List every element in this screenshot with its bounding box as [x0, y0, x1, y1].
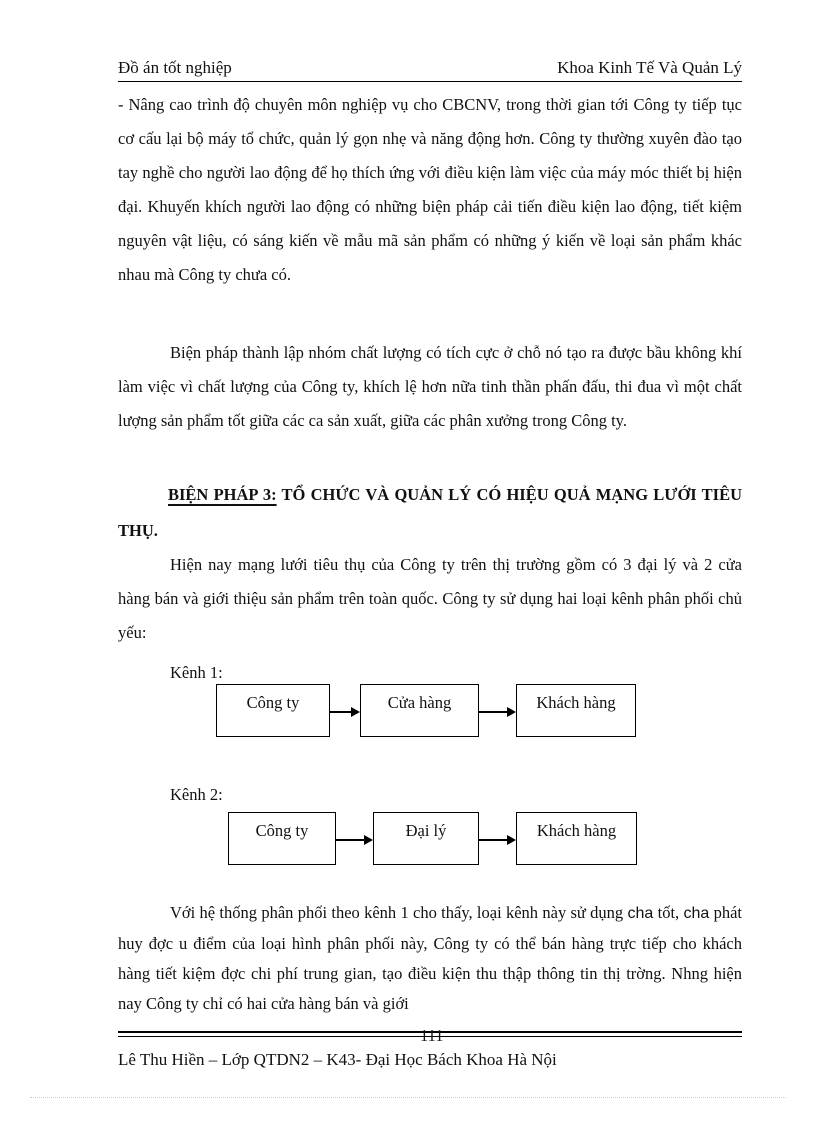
- channel-1-arrow-2: [479, 707, 516, 717]
- paragraph-quality-group: Biện pháp thành lập nhóm chất lượng có tích cực ở chỗ nó tạo ra được bầu không khí làm việc vì chất lượng của Công ty, khích lệ hơn nữa tinh thần phấn đấu, thi đua vì một chất lượng sản phẩm tốt giữa các ca sản xuất, giữa các phân xưởng trong Công ty.: [118, 343, 742, 430]
- p4-cha-2: cha: [683, 905, 710, 922]
- paragraph-distribution: Hiện nay mạng lưới tiêu thụ của Công ty trên thị trường gồm có 3 đại lý và 2 cửa hàng bán và giới thiệu sản phẩm trên toàn quốc. Công ty sử dụng hai loại kênh phân phối chủ yếu:: [118, 555, 742, 642]
- channel-1-label: Kênh 1:: [170, 663, 223, 682]
- p4-part-c: phát huy đợc u điểm của loại hình phân phối này, Công ty có thể bán hàng trực tiếp cho khách hàng tiết kiệm đợc chi phí trung gian, tạo điều kiện thu thập thông tin thị trờng. Nhng hiện nay Công ty chỉ có hai cửa hàng bán và giới: [118, 903, 742, 1013]
- paragraph-training: - Nâng cao trình độ chuyên môn nghiệp vụ cho CBCNV, trong thời gian tới Công ty tiếp tục cơ cấu lại bộ máy tổ chức, quản lý gọn nhẹ và năng động hơn. Công ty thường xuyên đào tạo tay nghề cho người lao động để họ thích ứng với điều kiện làm việc của máy móc thiết bị hiện đại. Khuyến khích người lao động có những biện pháp cải tiến điều kiện lao động, tiết kiệm nguyên vật liệu, có sáng kiến về mẫu mã sản phẩm có những ý kiến về loại sản phẩm khác nhau mà Công ty chưa có.: [118, 95, 742, 284]
- section-heading: [118, 477, 742, 549]
- channel-2-arrow-1: [336, 835, 373, 845]
- page-header: [118, 52, 742, 78]
- channel-2-label: Kênh 2:: [170, 785, 223, 804]
- p4-part-a: Với hệ thống phân phối theo kênh 1 cho thấy, loại kênh này sử dụng: [170, 903, 628, 922]
- header-right: Khoa Kinh Tế Và Quản Lý: [557, 58, 742, 77]
- channel-2-node-customer: Khách hàng: [516, 812, 637, 865]
- channel-1-node-customer: Khách hàng: [516, 684, 636, 737]
- channel-2-arrow-2: [479, 835, 516, 845]
- p4-part-b: tốt,: [653, 903, 684, 922]
- page-bottom-dotted-line: [30, 1097, 786, 1098]
- channel-1-arrow-1: [330, 707, 360, 717]
- heading-rest: TỔ CHỨC VÀ QUẢN LÝ CÓ HIỆU QUẢ MẠNG LƯỚI TIÊU THỤ.: [118, 485, 742, 540]
- channel-1-node-company: Công ty: [216, 684, 330, 737]
- heading-lead: BIỆN PHÁP 3:: [168, 485, 277, 504]
- channel-2-node-agent: Đại lý: [373, 812, 479, 865]
- channel-1-node-store: Cửa hàng: [360, 684, 479, 737]
- header-left: Đồ án tốt nghiệp: [118, 58, 232, 77]
- p4-cha-1: cha: [627, 905, 654, 922]
- page-footer: Lê Thu Hiền – Lớp QTDN2 – K43- Đại Học Bách Khoa Hà Nội: [118, 1050, 557, 1069]
- paragraph-channel-analysis: [118, 898, 742, 1019]
- page-number: 111: [420, 1026, 444, 1045]
- channel-2-node-company: Công ty: [228, 812, 336, 865]
- header-rule: [118, 81, 742, 82]
